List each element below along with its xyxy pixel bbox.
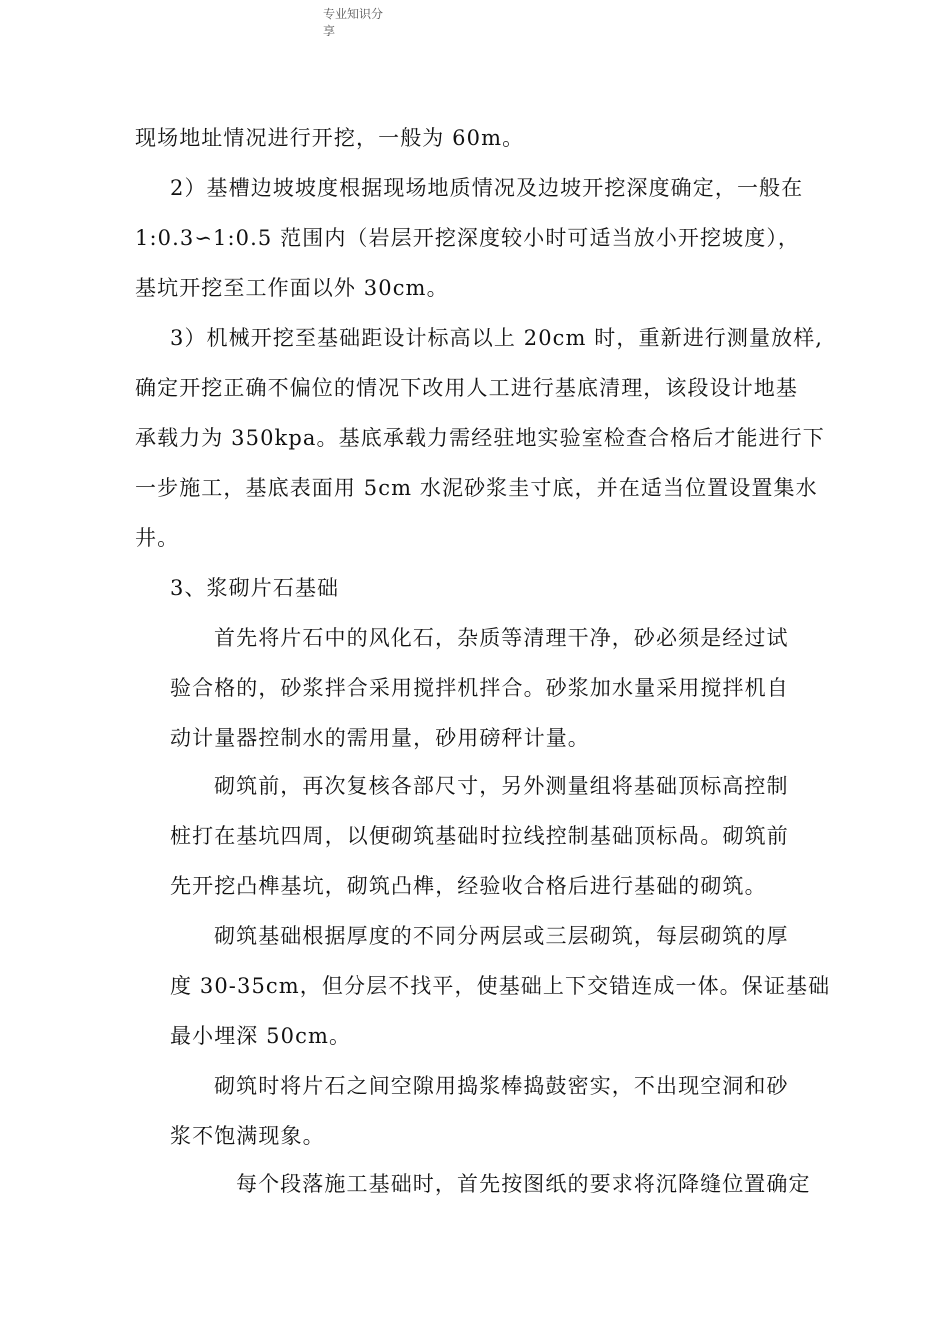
text-line: 每个段落施工基础时，首先按图纸的要求将沉降缝位置确定 bbox=[236, 1172, 811, 1196]
text-line: 现场地址情况进行开挖，一般为 60m。 bbox=[135, 126, 525, 150]
text-line: 砌筑基础根据厚度的不同分两层或三层砌筑，每层砌筑的厚 bbox=[214, 924, 789, 948]
page-header bbox=[323, 6, 403, 40]
text-line: 基坑开挖至工作面以外 30cm。 bbox=[135, 276, 449, 300]
text-line: 首先将片石中的风化石，杂质等清理干净，砂必须是经过试 bbox=[214, 626, 789, 650]
text-line: 度 30-35cm，但分层不找平，使基础上下交错连成一体。保证基础 bbox=[170, 974, 831, 998]
text-line: 承载力为 350kpa。基底承载力需经驻地实验室检查合格后才能进行下 bbox=[135, 426, 825, 450]
text-line: 动计量器控制水的需用量，砂用磅秤计量。 bbox=[170, 726, 590, 750]
text-line: 砌筑前，再次复核各部尺寸，另外测量组将基础顶标高控制 bbox=[214, 774, 789, 798]
text-line: 砌筑时将片石之间空隙用捣浆棒捣鼓密实，不出现空洞和砂 bbox=[214, 1074, 789, 1098]
text-line: 浆不饱满现象。 bbox=[170, 1124, 325, 1148]
text-line: 桩打在基坑四周，以便砌筑基础时拉线控制基础顶标咼。砌筑前 bbox=[170, 824, 789, 848]
text-line: 1:0.3∽1:0.5 范围内（岩层开挖深度较小时可适当放小开挖坡度）， bbox=[135, 226, 801, 250]
text-line: 确定开挖正确不偏位的情况下改用人工进行基底清理，该段设计地基 bbox=[135, 376, 798, 400]
text-line: 验合格的，砂浆拌合采用搅拌机拌合。砂浆加水量采用搅拌机自 bbox=[170, 676, 789, 700]
section-heading: 3、浆砌片石基础 bbox=[170, 576, 340, 600]
text-line: 2）基槽边坡坡度根据现场地质情况及边坡开挖深度确定，一般在 bbox=[170, 176, 804, 200]
text-line: 井。 bbox=[135, 526, 180, 550]
text-line: 3）机械开挖至基础距设计标高以上 20cm 时，重新进行测量放样, bbox=[170, 326, 824, 350]
text-line: 先开挖凸榫基坑，砌筑凸榫，经验收合格后进行基础的砌筑。 bbox=[170, 874, 767, 898]
header-line-1: 专业知识分 bbox=[323, 7, 384, 21]
text-line: 最小埋深 50cm。 bbox=[170, 1024, 352, 1048]
header-line-2: 享 bbox=[323, 24, 336, 38]
text-line: 一步施工，基底表面用 5cm 水泥砂浆圭寸底，并在适当位置设置集水 bbox=[135, 476, 818, 500]
